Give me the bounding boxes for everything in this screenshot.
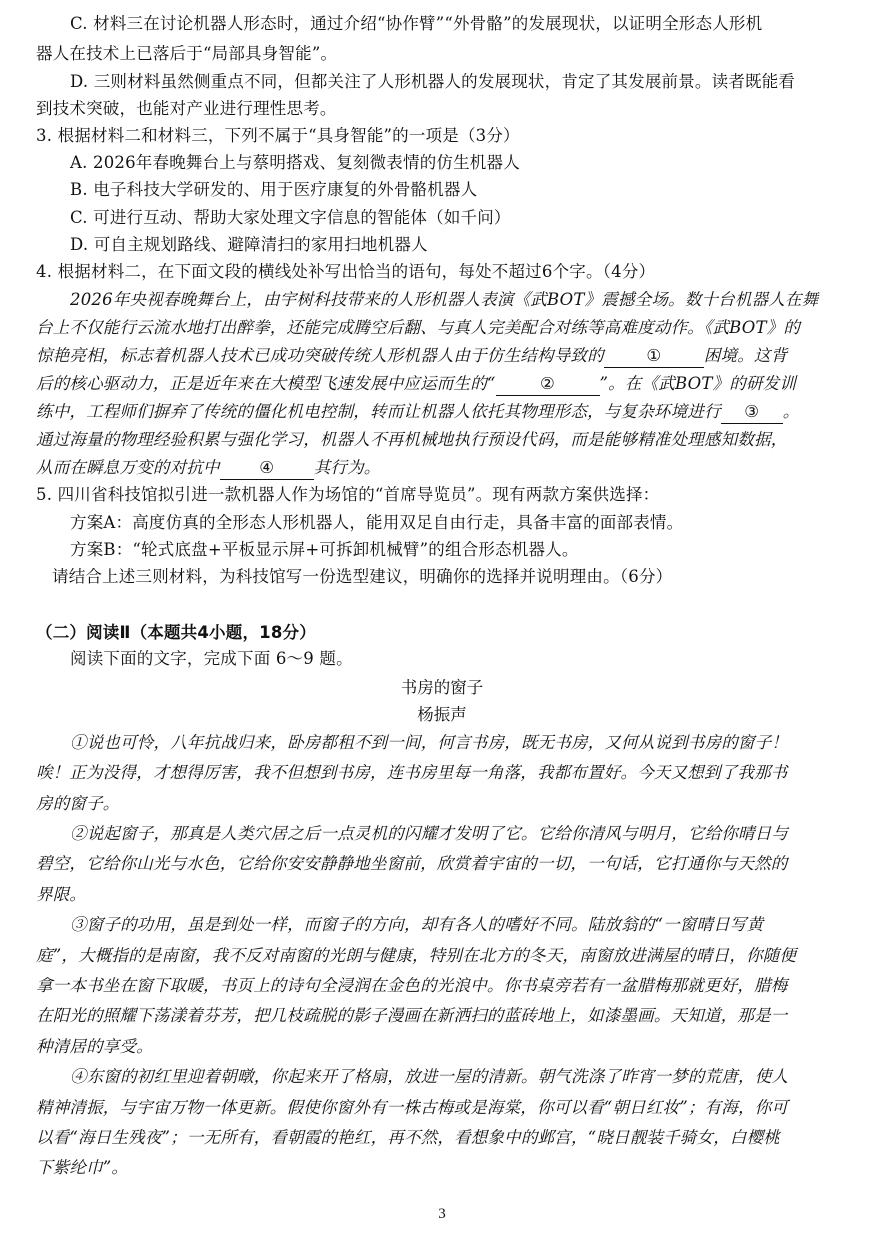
q4-blank-2[interactable]: ②	[496, 373, 600, 396]
article-p2-line3: 界限。	[36, 885, 87, 904]
article-p2-line1: ②说起窗子，那真是人类穴居之后一点灵机的闪耀才发明了它。它给你清风与明月，它给你晴日与	[70, 824, 789, 843]
q4-line3-text-b: 困境。这背	[703, 346, 788, 365]
q3-stem: 3. 根据材料二和材料三，下列不属于“具身智能”的一项是（3分）	[36, 126, 520, 145]
q2-option-d-line2: 到技术突破，也能对产业进行理性思考。	[36, 99, 337, 118]
q4-line4-text-b: ”。在《武BOT》的研发训	[599, 374, 797, 393]
article-title: 书房的窗子	[400, 678, 484, 697]
article-p1-line1: ①说也可怜，八年抗战归来，卧房都租不到一间，何言书房，既无书房，又何从说到书房的窗子！	[70, 733, 789, 752]
q4-line7-text-b: 其行为。	[313, 458, 381, 477]
article-p3-line2: 庭”，大概指的是南窗，我不反对南窗的光朗与健康，特别在北方的冬天，南窗放进满屋的晴日，你随便	[36, 946, 797, 965]
q4-blank-4[interactable]: ④	[220, 457, 314, 480]
q3-option-d: D. 可自主规划路线、避障清扫的家用扫地机器人	[70, 235, 428, 254]
article-p1-line2: 唉！正为没得，才想得厉害，我不但想到书房，连书房里每一角落，我都布置好。今天又想到了我那书	[36, 763, 788, 782]
q5-plan-b: 方案B：“轮式底盘+平板显示屏+可拆卸机械臂”的组合形态机器人。	[70, 540, 579, 559]
article-p4-line3: 以看“海日生残夜”；一无所有，看朝霞的艳红，再不然，看想象中的邺宫，“晓日靓装千骑女，白樱桃	[36, 1128, 781, 1147]
q4-blank-3[interactable]: ③	[721, 401, 783, 424]
section-heading: （二）阅读Ⅱ（本题共4小题，18分）	[36, 623, 316, 642]
q4-passage-line4	[36, 372, 796, 396]
q4-passage-line3	[36, 344, 787, 368]
q2-option-d-line1: D. 三则材料虽然侧重点不同，但都关注了人形机器人的发展现状，肯定了其发展前景。读者既能看	[70, 72, 796, 91]
q4-line5-text-b: 。	[782, 402, 800, 421]
q4-passage-line1: 2026年央视春晚舞台上，由宇树科技带来的人形机器人表演《武BOT》震撼全场。数十台机器人在舞	[70, 290, 819, 309]
q2-option-c-line2: 器人在技术上已落后于“局部具身智能”。	[36, 44, 338, 63]
q5-plan-a: 方案A：高度仿真的全形态人形机器人，能用双足自由行走，具备丰富的面部表情。	[70, 513, 684, 532]
q4-line7-text-a: 从而在瞬息万变的对抗中	[36, 458, 220, 477]
q5-stem: 5. 四川省科技馆拟引进一款机器人作为场馆的“首席导览员”。现有两款方案供选择：	[36, 485, 660, 504]
article-p2-line2: 碧空，它给你山光与水色，它给你安安静静地坐窗前，欣赏着宇宙的一切，一句话，它打通你与天然的	[36, 854, 788, 873]
q4-line4-text-a: 后的核心驱动力，正是近年来在大模型飞速发展中应运而生的“	[36, 374, 496, 393]
q4-passage-line5	[36, 400, 799, 424]
q4-passage-line6: 通过海量的物理经验积累与强化学习，机器人不再机械地执行预设代码，而是能够精准处理感知数据，	[36, 430, 788, 449]
q4-line3-text-a: 惊艳亮相，标志着机器人技术已成功突破传统人形机器人由于仿生结构导致的	[36, 346, 604, 365]
page-number: 3	[438, 1206, 446, 1222]
article-p4-line2: 精神清振，与宇宙万物一体更新。假使你窗外有一株古梅或是海棠，你可以看“朝日红妆”；有海，你可	[36, 1098, 789, 1117]
article-p3-line5: 种清居的享受。	[36, 1037, 153, 1056]
q3-option-c: C. 可进行互动、帮助大家处理文字信息的智能体（如千问）	[70, 208, 511, 227]
article-author: 杨振声	[417, 705, 467, 724]
article-p4-line4: 下紫纶巾”。	[36, 1158, 129, 1177]
q4-line5-text-a: 练中，工程师们摒弃了传统的僵化机电控制，转而让机器人依托其物理形态，与复杂环境进行	[36, 402, 721, 421]
q4-stem: 4. 根据材料二，在下面文段的横线处补写出恰当的语句，每处不超过6个字。（4分）	[36, 262, 656, 281]
article-p3-line1: ③窗子的功用，虽是到处一样，而窗子的方向，却有各人的嗜好不同。陆放翁的“一窗晴日写黄	[70, 915, 764, 934]
q3-option-a: A. 2026年春晚舞台上与蔡明搭戏、复刻微表情的仿生机器人	[70, 153, 520, 172]
q4-passage-line7	[36, 456, 381, 480]
q4-passage-line2: 台上不仅能行云流水地打出醉拳，还能完成腾空后翻、与真人完美配合对练等高难度动作。《武BOT》的	[36, 318, 801, 337]
article-p3-line3: 拿一本书坐在窗下取暖，书页上的诗句全浸润在金色的光浪中。你书桌旁若有一盆腊梅那就更好，腊梅	[36, 976, 788, 995]
article-p3-line4: 在阳光的照耀下荡漾着芬芳，把几枝疏脱的影子漫画在新洒扫的蓝砖地上，如漆墨画。天知道，那是一	[36, 1006, 788, 1025]
q5-ask: 请结合上述三则材料，为科技馆写一份选型建议，明确你的选择并说明理由。（6分）	[52, 567, 673, 586]
q3-option-b: B. 电子科技大学研发的、用于医疗康复的外骨骼机器人	[70, 180, 478, 199]
q4-blank-1[interactable]: ①	[604, 345, 704, 368]
q2-option-c-line1: C. 材料三在讨论机器人形态时，通过介绍“协作臂”“外骨骼”的发展现状，以证明全形态人形机	[70, 14, 763, 33]
article-p1-line3: 房的窗子。	[36, 794, 120, 813]
section-instruction: 阅读下面的文字，完成下面 6～9 题。	[70, 649, 353, 668]
article-p4-line1: ④东窗的初红里迎着朝暾，你起来开了格扇，放进一屋的清新。朝气洗涤了昨宵一梦的荒唐，使人	[70, 1067, 789, 1086]
